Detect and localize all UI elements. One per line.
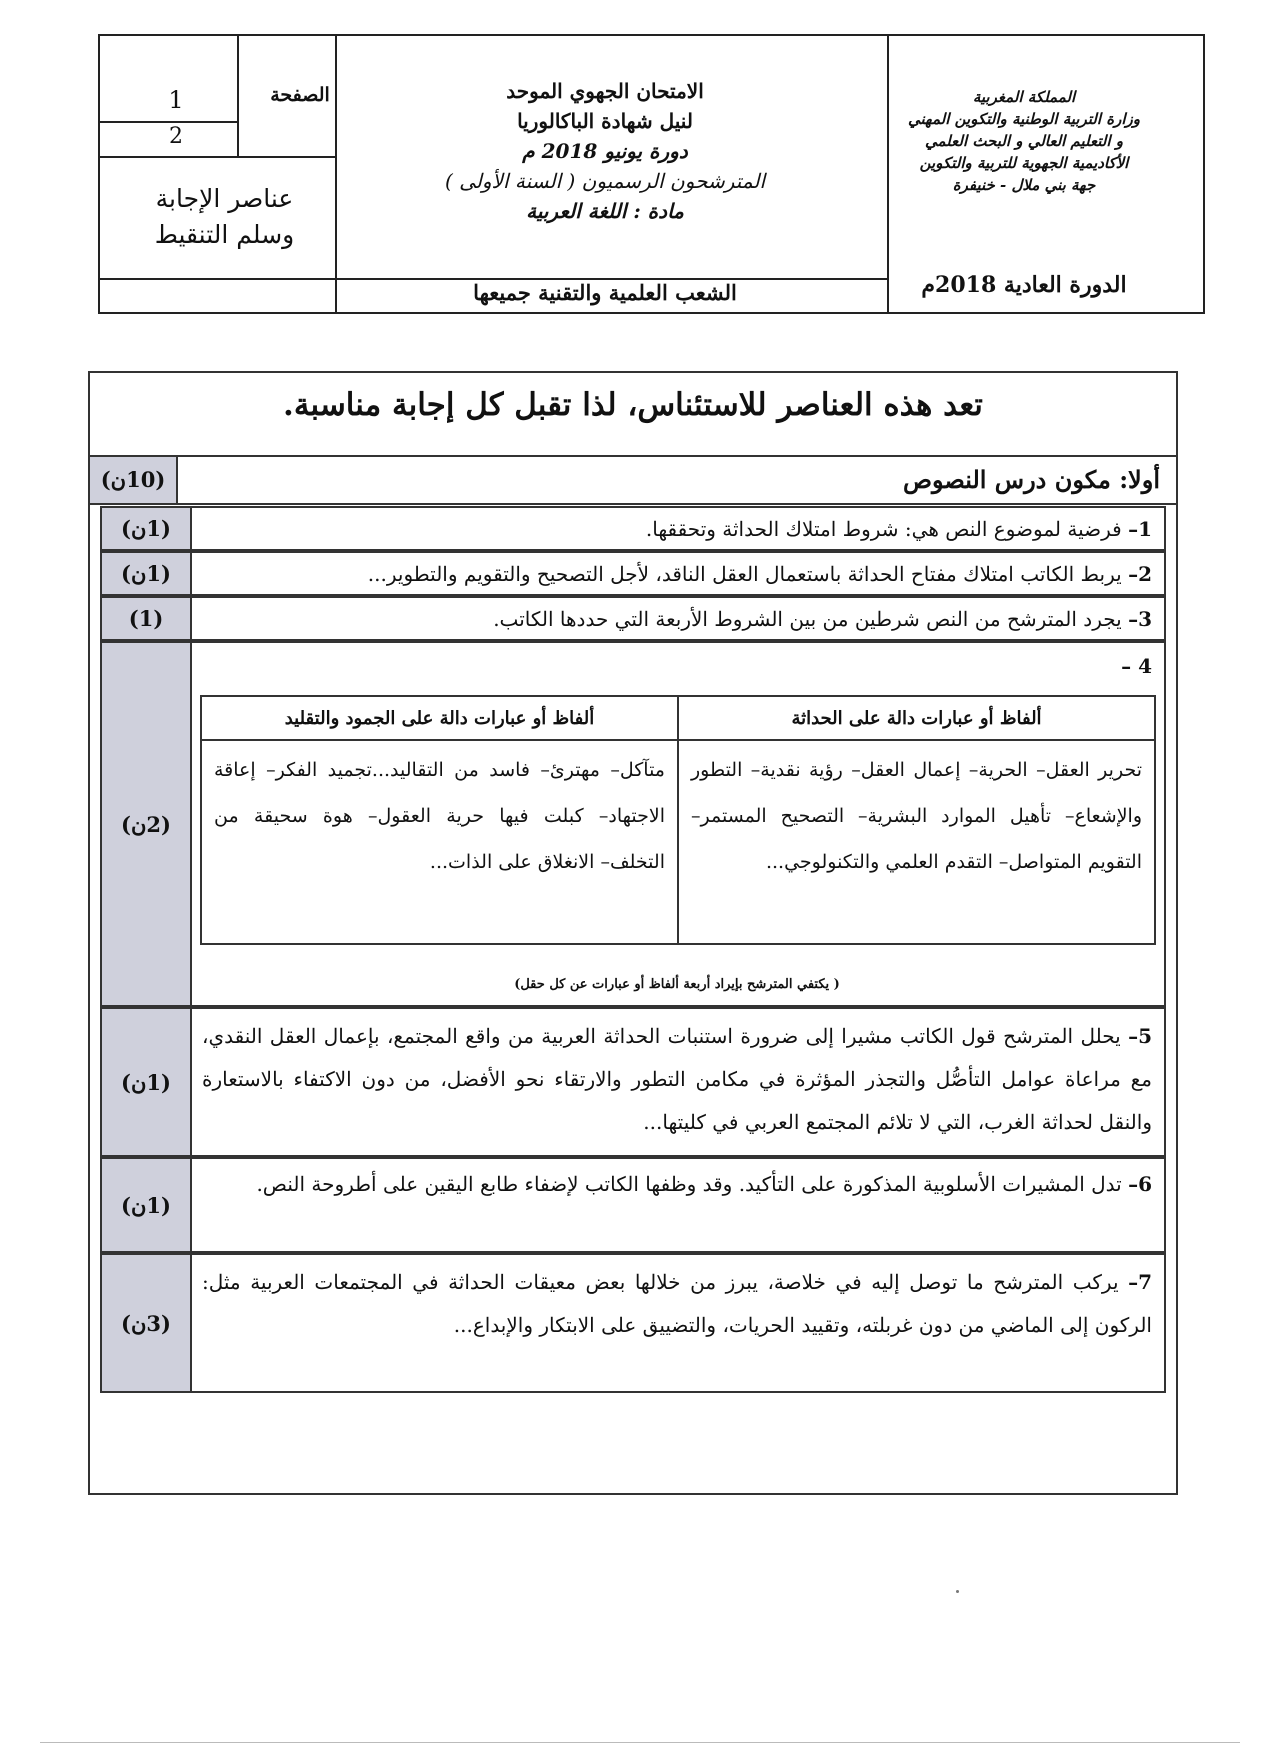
table-header: ألفاظ أو عبارات دالة على الجمود والتقليد <box>201 696 678 740</box>
page-total: 2 <box>169 124 183 149</box>
question-row <box>100 551 1166 596</box>
question-text <box>202 645 1152 688</box>
answer-text: فرضية لموضوع النص هي: شروط امتلاك الحداثة وتحققها. <box>645 517 1122 541</box>
question-score: (1ن) <box>102 508 192 549</box>
question-number: 5– <box>1128 1024 1153 1048</box>
exam-line: المترشحون الرسميون ( السنة الأولى ) <box>444 169 766 193</box>
question-row <box>100 596 1166 641</box>
exam-header <box>98 34 1205 314</box>
question-row <box>100 641 1166 1007</box>
question-number: 7– <box>1128 1270 1153 1294</box>
exam-line: دورة يونيو 2018 م <box>522 139 688 163</box>
ministry-line: وزارة التربية الوطنية والتكوين المهني <box>908 110 1140 128</box>
question-score: (1ن) <box>102 1159 192 1251</box>
question-row <box>100 506 1166 551</box>
exam-line: مادة : اللغة العربية <box>526 199 684 223</box>
question-score: (2ن) <box>102 643 192 1005</box>
exam-line: لنيل شهادة الباكالوريا <box>517 109 693 133</box>
question-text <box>202 1163 1152 1206</box>
question-score: (1ن) <box>102 1009 192 1155</box>
table-cell: تحرير العقل– الحرية– إعمال العقل– رؤية نقدية– التطور والإشعاع– تأهيل الموارد البشرية– التصحيح المستمر– التقويم المتواصل– التقدم العلمي والتكنولوجي... <box>678 740 1155 944</box>
answer-text: يربط الكاتب امتلاك مفتاح الحداثة باستعمال العقل الناقد، لأجل التصحيح والتقويم والتطوير... <box>367 562 1122 586</box>
question-text <box>202 1015 1152 1144</box>
ministry-line: جهة بني ملال - خنيفرة <box>952 176 1096 194</box>
vocabulary-table <box>200 695 1156 945</box>
answer-panel <box>88 371 1178 1495</box>
question-number: 3– <box>1128 607 1152 631</box>
section-score: (10ن) <box>90 457 178 503</box>
answer-text: تدل المشيرات الأسلوبية المذكورة على التأكيد. وقد وظفها الكاتب لإضفاء طابع اليقين على أطروحة النص. <box>256 1172 1122 1196</box>
question-number: 4 – <box>1121 654 1152 678</box>
table-cell: متآكل– مهترئ– فاسد من التقاليد...تجميد الفكر– إعاقة الاجتهاد– كبلت فيها حرية العقول– هوة سحيقة من التخلف– الانغلاق على الذات... <box>201 740 678 944</box>
question-text <box>202 553 1152 596</box>
section-header <box>90 455 1176 505</box>
question-row <box>100 1007 1166 1157</box>
exam-line: الامتحان الجهوي الموحد <box>506 79 704 103</box>
question-row <box>100 1157 1166 1253</box>
session-label: الدورة العادية 2018م <box>921 272 1127 298</box>
answer-title-line: عناصر الإجابة <box>155 184 294 213</box>
question-score: (1) <box>102 598 192 639</box>
footer-divider <box>40 1742 1240 1743</box>
ministry-line: و التعليم العالي و البحث العلمي <box>925 132 1123 150</box>
question-number: 2– <box>1128 562 1152 586</box>
section-title: أولا: مكون درس النصوص <box>902 465 1160 494</box>
question-number: 6– <box>1128 1172 1152 1196</box>
divider <box>335 36 337 312</box>
ministry-line: الأكاديمية الجهوية للتربية والتكوين <box>919 154 1129 172</box>
question-score: (3ن) <box>102 1255 192 1391</box>
notice: تعد هذه العناصر للاستئناس، لذا تقبل كل إجابة مناسبة. <box>283 387 983 423</box>
question-row <box>100 1253 1166 1393</box>
table-header: ألفاظ أو عبارات دالة على الحداثة <box>678 696 1155 740</box>
ministry-block <box>859 86 1189 196</box>
answer-title <box>102 181 347 253</box>
question-text <box>202 508 1152 551</box>
question-number: 1– <box>1128 517 1152 541</box>
table-note: ( يكتفي المترشح بإيراد أربعة ألفاظ أو عبارات عن كل حقل) <box>514 977 840 992</box>
exam-title-block <box>345 76 865 226</box>
page-number: 1 <box>168 86 184 114</box>
scan-speck <box>956 1590 959 1593</box>
ministry-line: المملكة المغربية <box>972 88 1076 106</box>
answer-text: يركب المترشح ما توصل إليه في خلاصة، يبرز من خلالها بعض معيقات الحداثة في المجتمعات العربية مثل: الركون إلى الماضي من دون غربلته، وتقييد الحريات، والتضييق على الابتكار والإبداع... <box>202 1270 1152 1337</box>
question-score: (1ن) <box>102 553 192 594</box>
divider <box>100 121 237 123</box>
answer-title-line: وسلم التنقيط <box>154 220 295 249</box>
branches-label: الشعب العلمية والتقنية جميعها <box>473 280 737 305</box>
answer-text: يجرد المترشح من النص شرطين من بين الشروط الأربعة التي حددها الكاتب. <box>493 607 1122 631</box>
answer-text: يحلل المترشح قول الكاتب مشيرا إلى ضرورة استنبات الحداثة العربية من واقع المجتمع، بإعمال العقل النقدي، مع مراعاة عوامل التأصُّل والتجذر المؤثرة في مكامن التطور والارتقاء نحو الأفضل، من دون الاكتفاء بالاستعارة والنقل لحداثة الغرب، التي لا تلائم المجتمع العربي في كليتها... <box>202 1024 1152 1134</box>
page-label: الصفحة <box>270 84 330 106</box>
question-text <box>202 1261 1152 1347</box>
divider <box>100 156 335 158</box>
question-text <box>202 598 1152 641</box>
